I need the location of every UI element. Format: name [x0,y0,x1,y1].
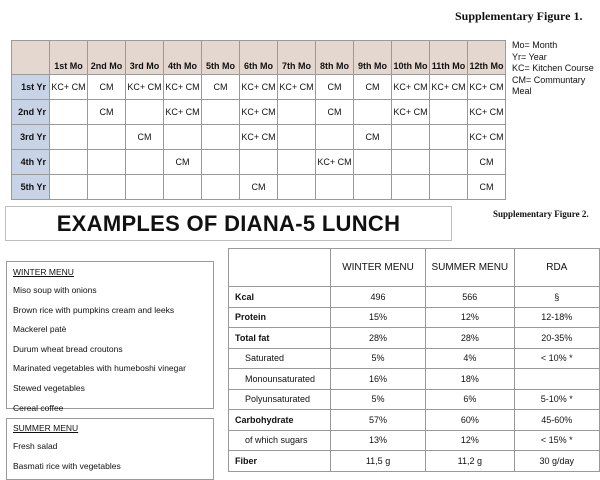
schedule-cell [202,175,240,200]
schedule-cell: CM [354,75,392,100]
menu-item: Miso soup with onions [13,285,97,295]
schedule-cell [278,175,316,200]
winter-value: 13% [331,430,426,451]
schedule-cell [50,150,88,175]
menu-item: Basmati rice with vegetables [13,460,121,471]
menu-item: Marinated vegetables with humeboshi vinegar [13,363,186,374]
winter-value: 28% [331,328,426,349]
summer-menu-title: SUMMER MENU [13,423,79,433]
nutrient-label: Carbohydrate [229,410,331,431]
schedule-cell: KC+ CM [50,75,88,100]
schedule-cell [164,125,202,150]
schedule-cell [392,150,430,175]
summer-value: 18% [426,369,515,390]
schedule-row [12,175,506,200]
schedule-cell: KC+ CM [240,100,278,125]
schedule-table [11,40,506,200]
schedule-header-row [12,41,506,75]
winter-value: 5% [331,389,426,410]
supplementary-figure-1-caption: Supplementary Figure 1. [455,9,583,23]
schedule-cell [316,125,354,150]
schedule-cell [354,100,392,125]
month-header: 3rd Mo [126,41,164,75]
summer-value: 11,2 g [426,451,515,472]
rda-value: 20-35% [514,328,599,349]
legend-item: Mo= Month [512,40,558,50]
schedule-cell: CM [202,75,240,100]
summer-value: 60% [426,410,515,431]
schedule-cell: KC+ CM [392,75,430,100]
winter-value: 57% [331,410,426,431]
schedule-cell [430,125,468,150]
nutrition-row [229,369,600,390]
schedule-cell: CM [468,150,506,175]
nutrient-label: Polyunsaturated [229,389,331,410]
schedule-cell [354,150,392,175]
schedule-cell [202,125,240,150]
month-header: 4th Mo [164,41,202,75]
schedule-cell: CM [88,75,126,100]
menu-item: Fresh salad [13,441,58,451]
year-header: 5th Yr [12,175,50,200]
nutrient-label: Monounsaturated [229,369,331,390]
schedule-cell [430,100,468,125]
menu-item: Durum wheat bread croutons [13,343,123,354]
nutrition-row [229,348,600,369]
year-header: 3rd Yr [12,125,50,150]
month-header: 9th Mo [354,41,392,75]
nutrient-label: Saturated [229,348,331,369]
winter-value: 15% [331,307,426,328]
summer-value: 28% [426,328,515,349]
nutrition-row [229,287,600,308]
rda-value: 5-10% * [514,389,599,410]
schedule-cell [88,175,126,200]
nutrition-row [229,328,600,349]
summer-value: 12% [426,430,515,451]
winter-value: 496 [331,287,426,308]
schedule-cell [316,175,354,200]
schedule-cell [88,125,126,150]
winter-header: WINTER MENU [331,249,426,287]
schedule-cell: CM [468,175,506,200]
winter-value: 11,5 g [331,451,426,472]
schedule-cell: KC+ CM [392,100,430,125]
schedule-cell: KC+ CM [468,125,506,150]
schedule-cell [50,100,88,125]
schedule-cell: KC+ CM [278,75,316,100]
nutrient-header-cell [229,249,331,287]
year-header: 1st Yr [12,75,50,100]
summer-menu [6,418,214,480]
schedule-row [12,125,506,150]
winter-menu [6,261,214,413]
year-header: 2nd Yr [12,100,50,125]
schedule-cell: KC+ CM [430,75,468,100]
summer-value: 566 [426,287,515,308]
schedule-cell [278,125,316,150]
rda-value: § [514,287,599,308]
rda-value: < 10% * [514,348,599,369]
schedule-cell [50,175,88,200]
legend-item: KC= Kitchen Course [512,63,594,73]
month-header: 10th Mo [392,41,430,75]
summer-value: 4% [426,348,515,369]
legend-item: CM= Communtary Meal [512,74,586,96]
schedule-cell [430,150,468,175]
schedule-cell [88,150,126,175]
schedule-cell: CM [126,125,164,150]
corner-cell [12,41,50,75]
schedule-cell: KC+ CM [240,75,278,100]
nutrition-row [229,430,600,451]
schedule-cell [202,150,240,175]
winter-menu-title: WINTER MENU [13,267,74,277]
nutrition-row [229,307,600,328]
menu-item: Cereal coffee [13,402,64,413]
summer-value: 6% [426,389,515,410]
schedule-cell [240,150,278,175]
schedule-cell: KC+ CM [240,125,278,150]
schedule-cell [126,175,164,200]
rda-value: < 15% * [514,430,599,451]
schedule-cell [202,100,240,125]
schedule-cell [278,100,316,125]
menu-item: Stewed vegetables [13,382,85,393]
month-header: 6th Mo [240,41,278,75]
schedule-cell [392,175,430,200]
month-header: 12th Mo [468,41,506,75]
schedule-row [12,75,506,100]
schedule-cell [392,125,430,150]
schedule-cell: CM [354,125,392,150]
winter-value: 16% [331,369,426,390]
schedule-cell: CM [88,100,126,125]
month-header: 11th Mo [430,41,468,75]
nutrient-label: Total fat [229,328,331,349]
supplementary-figure-2-caption: Supplementary Figure 2. [493,209,589,219]
schedule-cell [278,150,316,175]
schedule-cell: KC+ CM [316,150,354,175]
month-header: 7th Mo [278,41,316,75]
rda-header: RDA [514,249,599,287]
schedule-row [12,100,506,125]
nutrition-row [229,410,600,431]
summer-header: SUMMER MENU [426,249,515,287]
schedule-cell: KC+ CM [164,100,202,125]
rda-value: 30 g/day [514,451,599,472]
schedule-cell [126,100,164,125]
schedule-cell: KC+ CM [468,75,506,100]
rda-value: 45-60% [514,410,599,431]
schedule-cell [50,125,88,150]
legend [510,40,600,98]
schedule-cell: KC+ CM [164,75,202,100]
nutrient-label: of which sugars [229,430,331,451]
month-header: 1st Mo [50,41,88,75]
nutrition-table [228,248,600,472]
month-header: 2nd Mo [88,41,126,75]
schedule-cell [430,175,468,200]
nutrition-header-row [229,249,600,287]
schedule-cell: CM [240,175,278,200]
schedule-row [12,150,506,175]
winter-value: 5% [331,348,426,369]
schedule-cell: CM [164,150,202,175]
nutrient-label: Fiber [229,451,331,472]
summer-value: 12% [426,307,515,328]
month-header: 5th Mo [202,41,240,75]
year-header: 4th Yr [12,150,50,175]
nutrient-label: Protein [229,307,331,328]
schedule-cell [354,175,392,200]
menu-item: Mackerel patè [13,324,67,335]
schedule-cell: KC+ CM [126,75,164,100]
legend-item: Yr= Year [512,51,547,62]
nutrition-row [229,389,600,410]
schedule-cell [164,175,202,200]
month-header: 8th Mo [316,41,354,75]
menu-item: Brown rice with pumpkins cream and leeks [13,304,175,315]
schedule-cell: KC+ CM [468,100,506,125]
nutrition-row [229,451,600,472]
rda-value: 12-18% [514,307,599,328]
schedule-cell: CM [316,100,354,125]
rda-value [514,369,599,390]
schedule-cell: CM [316,75,354,100]
title-banner: EXAMPLES OF DIANA-5 LUNCH [5,206,452,241]
nutrient-label: Kcal [229,287,331,308]
schedule-cell [126,150,164,175]
